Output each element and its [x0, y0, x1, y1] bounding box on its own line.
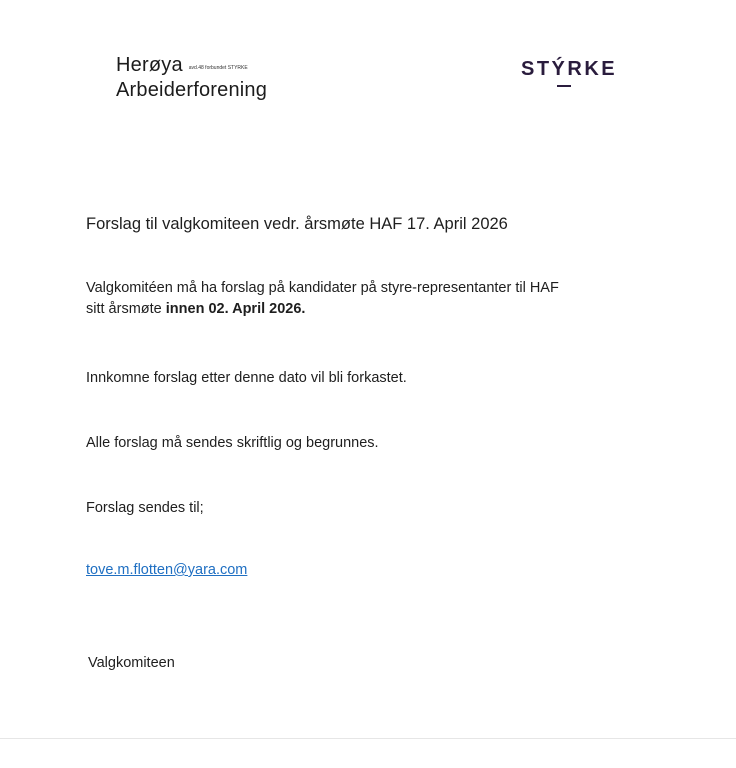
heroya-logo-tagline: avd.48 forbundet STYRKE	[188, 65, 248, 71]
email-link[interactable]: tove.m.flotten@yara.com	[86, 562, 248, 578]
paragraph-candidates-line2	[86, 299, 559, 320]
styrke-logo-underline	[557, 85, 571, 87]
paragraph-candidates-line2-text: sitt årsmøte	[86, 301, 166, 317]
paragraph-candidates-line1: Valgkomitéen må ha forslag på kandidater på styre-representanter til HAF	[86, 280, 559, 296]
document-title: Forslag til valgkomiteen vedr. årsmøte HAF 17. April 2026	[86, 215, 508, 233]
page-divider	[0, 738, 736, 739]
heroya-logo	[116, 54, 267, 102]
paragraph-candidates	[86, 278, 559, 320]
deadline-bold: innen 02. April 2026.	[165, 301, 306, 317]
signature: Valgkomiteen	[88, 655, 175, 671]
paragraph-late-submissions: Innkomne forslag etter denne dato vil bli forkastet.	[86, 370, 407, 386]
heroya-logo-name-line2: Arbeiderforening	[116, 79, 268, 101]
paragraph-written-requirement: Alle forslag må sendes skriftlig og begrunnes.	[86, 435, 379, 451]
styrke-logo-text: STÝRKE	[521, 58, 618, 80]
styrke-logo	[521, 58, 617, 88]
paragraph-send-to: Forslag sendes til;	[86, 500, 204, 516]
heroya-logo-name: Herøya	[116, 54, 183, 76]
